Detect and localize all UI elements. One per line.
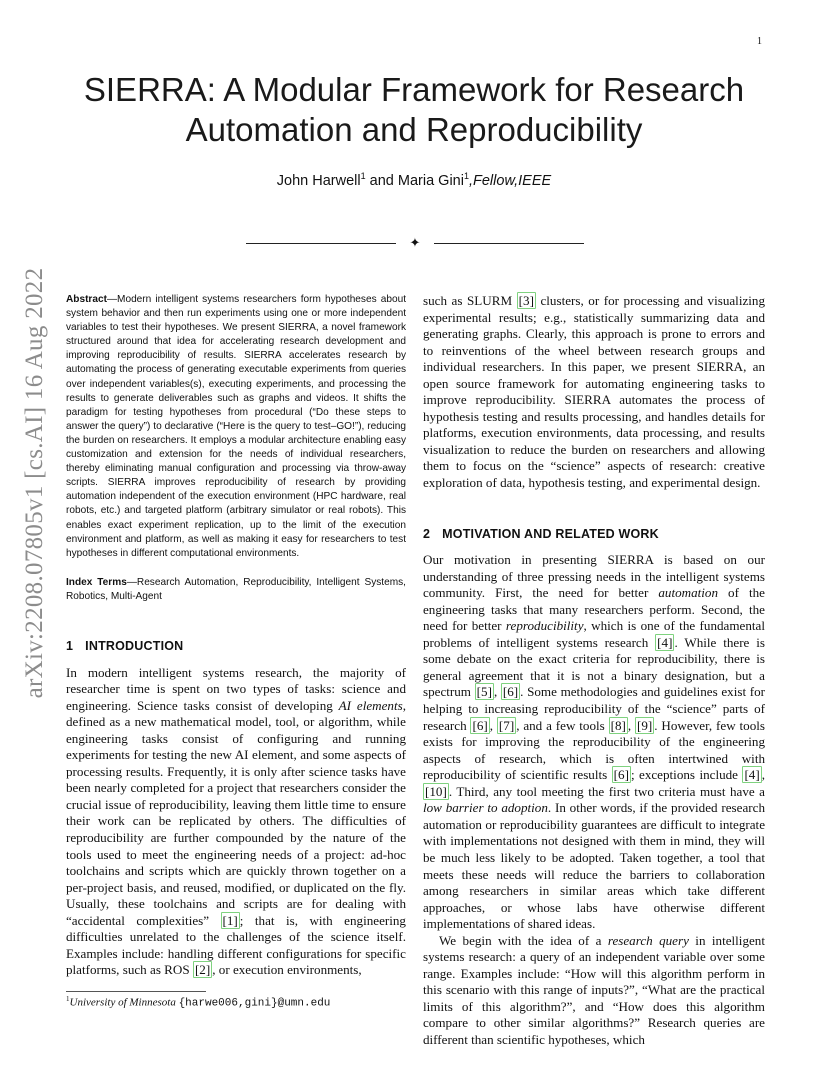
text-run: ; exceptions include [630, 767, 743, 783]
abstract-text: —Modern intelligent systems researchers form hypotheses about system behavior and then run experiments using one or more independent variables to test their hypotheses. We present SIERRA, a novel framework structured around that idea for accelerating research development and improving reproducibility of results. SIERRA accelerates research by automating the process of generating executable experiments from queries over independent variables(s), executing experiments, and processing the results to generate deliverables such as graphs and videos. It shifts the paradigm for testing hypotheses from procedural (“Do these steps to answer the query”) to declarative (“Here is the query to test–GO!”), reducing the burden on researchers. It employs a modular architecture enabling easy customization and extension for the needs of individual researchers, thereby eliminating manual configuration and processing via throw-away scripts. SIERRA improves reproducibility of research by providing automation independent of the execution environment (HPC hardware, real robots, etc.) and targeted platform (arbitrary simulator or real robots). This enables exact experiment replication, up to the limit of the execution environment and platform, as well as making it easy for researchers to test hypotheses in different computational environments. [66, 294, 406, 559]
text-run: , which is one of the fundamental problems of intelligent systems research [423, 618, 765, 650]
text-run: ; that is, with engineering difficulties unrelated to the challenges of the science itself. Examples include: handling different configurations for specific platforms, such as ROS [66, 912, 406, 978]
divider-diamond-icon: ✦ [409, 235, 421, 250]
text-run: , [761, 767, 765, 783]
citation-link[interactable]: [5] [476, 684, 492, 700]
emphasis: automation [658, 585, 719, 601]
footnote [66, 995, 330, 1010]
section-1-number: 1 [66, 638, 74, 653]
footnote-rule [66, 991, 206, 992]
paper-title [60, 70, 768, 150]
footnote-affiliation: University of Minnesota [69, 996, 176, 1009]
citation-link[interactable]: [4] [657, 634, 673, 650]
text-run: , and a few tools [516, 717, 609, 733]
citation-link[interactable]: [9] [637, 717, 653, 733]
author-connector: and [365, 172, 398, 189]
citation-link[interactable]: [6] [613, 767, 629, 783]
affiliation-mark-2: 1 [463, 171, 469, 181]
page-number: 1 [757, 36, 762, 47]
section-2-heading [423, 526, 765, 543]
text-run: , defined as a new mathematical model, tool, or algorithm, while engineering tasks consist of configuring and running experiments for testing the new AI element, and some aspects of processing results. Frequently, it is only after science tasks have been nearly completed for a project that researchers consider the crucial issue of reproducibility, leaving them little time to ensure their work can be replicated by others. The difficulties of reproducibility are further compounded by the nature of the tools used to meet the engineering needs of a project: ad-hoc toolchains and scripts which are quickly thrown together on a per-project basis, and reused, modified, or duplicated on the fly. Usually, these toolchains and scripts are for dealing with “accidental complexities” [66, 697, 406, 928]
citation-link[interactable]: [2] [194, 962, 211, 978]
citation-link[interactable]: [10] [425, 783, 447, 799]
text-run: in intelligent systems research: a query of an independent variable over some range. Examples include: “How will this algorithm perform in this scenario with this range of inputs?”, “What are the practical limits of this algorithm?”, and “How does this algorithm compare to other similar algorithms?” Research queries are different than scientific hypotheses, which [423, 932, 765, 1047]
left-column [66, 293, 406, 979]
citation-link[interactable]: [8] [610, 717, 626, 733]
title-line-2: Automation and Reproducibility [185, 111, 643, 148]
text-run: , or execution environments, [212, 962, 362, 978]
motivation-paragraph-1 [423, 552, 765, 933]
author-suffix: ,Fellow,IEEE [468, 172, 552, 189]
author-1: John Harwell [276, 172, 361, 189]
title-line-1: SIERRA: A Modular Framework for Research [83, 71, 745, 108]
citation-link[interactable]: [1] [222, 912, 238, 928]
emphasis: reproducibility [505, 618, 584, 634]
text-run: . While there is some debate on the exact criteria for reproducibility, there is general agreement that it is not a binary designation, but a spectrum [423, 634, 765, 700]
text-run: . Third, any tool meeting the first two criteria must have a [448, 783, 765, 799]
text-run: , [489, 717, 497, 733]
footnote-mark: 1 [66, 995, 70, 1003]
section-1-heading [66, 638, 406, 655]
text-run: , [493, 684, 501, 700]
title-divider [246, 235, 584, 251]
intro-paragraph-continued [423, 293, 765, 492]
section-2-number: 2 [423, 526, 431, 541]
text-run: In modern intelligent systems research, the majority of researcher time is spent on two types of tasks: science and engineering. Science tasks consist of developing [66, 664, 406, 713]
emphasis: AI elements [338, 697, 403, 713]
text-run: such as SLURM [423, 293, 517, 308]
citation-link[interactable]: [6] [502, 684, 519, 700]
footnote-email: {harwe006,gini}@umn.edu [178, 997, 331, 1010]
divider-rule-right [434, 243, 584, 244]
text-run: Our motivation in presenting SIERRA is based on our understanding of three pressing needs in the intelligent systems community. First, the need for better [423, 552, 765, 601]
abstract-label: Abstract [66, 294, 107, 305]
text-run: . Some methodologies and guidelines exist for helping to increasing reproducibility of the “science” parts of research [423, 684, 766, 733]
section-1-first-letter: I [85, 638, 89, 653]
right-column [423, 293, 765, 1049]
index-terms-label: Index Terms [66, 576, 127, 588]
citation-link[interactable]: [6] [472, 717, 488, 733]
abstract [66, 293, 406, 561]
text-run: of the engineering tasks that many researchers perform. Second, the need for better [423, 585, 765, 634]
affiliation-mark-1: 1 [360, 171, 366, 181]
citation-link[interactable]: [7] [498, 717, 515, 733]
section-1-title: NTRODUCTION [88, 638, 184, 653]
intro-paragraph-1 [66, 665, 406, 979]
text-run: clusters, or for processing and visualizing experimental results; e.g., statistically summarizing data and generating graphs. Clearly, this approach is prone to errors and to reinventions of the wheel between research groups and individual researchers. In this paper, we present SIERRA, an open source framework for automating engineering tasks to improve reproducibility. SIERRA automates the process of hypothesis testing and results processing, and handles details for platforms, execution environments, data processing, and results visualization to reduce the burden on researchers and allowing them to focus on the “science” aspects of research: creative exploration of data, hypothesis testing, and experimental design. [423, 293, 766, 491]
arxiv-identifier: arXiv:2208.07805v1 [cs.AI] 16 Aug 2022 [21, 267, 48, 699]
text-run: We begin with the idea of a [439, 932, 608, 948]
citation-link[interactable]: [4] [744, 767, 760, 783]
index-terms-text: —Research Automation, Reproducibility, Intelligent Systems, Robotics, Multi-Agent [66, 576, 406, 602]
text-run: . However, few tools exists for improving the reproducibility of the engineering aspects of research, which is often intertwined with reproducibility of scientific results [423, 717, 765, 783]
author-2: Maria Gini [397, 172, 464, 189]
author-line [60, 171, 768, 189]
motivation-paragraph-2 [423, 933, 765, 1049]
citation-link[interactable]: [3] [518, 293, 534, 308]
emphasis: low barrier to adoption [423, 800, 548, 816]
index-terms [66, 576, 406, 604]
text-run: . In other words, if the provided research automation or reproducibility guarantees are difficult to integrate with implementations not designed with them in mind, they will be much less likely to be adopted. Taken together, a tool that meets these needs will reduce the barriers to collaboration among researchers in similar areas which take different approaches, or whose labs have otherwise different implementations of shared ideas. [423, 800, 765, 932]
text-run: , [627, 717, 636, 733]
divider-rule-left [246, 243, 396, 244]
section-2-first-letter: M [442, 526, 453, 541]
emphasis: research query [607, 932, 689, 948]
section-2-title: OTIVATION AND RELATED WORK [452, 526, 659, 541]
